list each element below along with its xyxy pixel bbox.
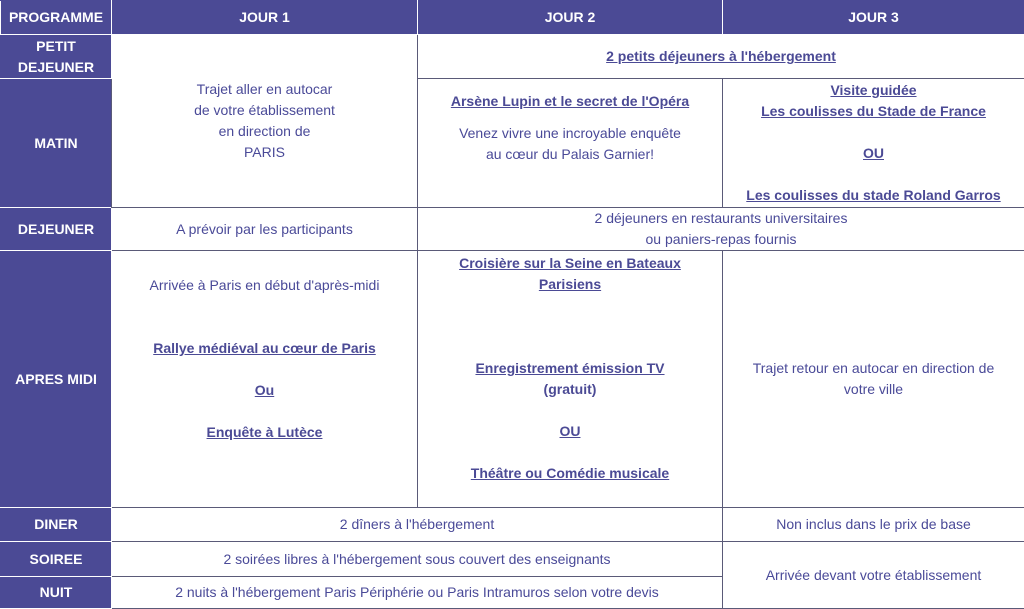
row-diner [1, 508, 1024, 542]
row-soiree [1, 542, 1024, 577]
text-line: Venez vivre une incroyable enquête [422, 123, 718, 144]
link-croisiere-seine-line2[interactable]: Parisiens [422, 274, 718, 295]
spacer [422, 442, 718, 463]
cell-petit-dejeuner-jour-2-3 [418, 35, 1024, 79]
text-line: Arrivée à Paris en début d'après-midi [116, 275, 413, 296]
link-croisiere-seine[interactable]: Croisière sur la Seine en Bateaux [422, 253, 718, 274]
spacer [727, 122, 1020, 143]
cell-matin-jour-1 [112, 35, 418, 208]
spacer [422, 295, 718, 358]
text-line: votre ville [727, 379, 1020, 400]
link-rallye-medieval[interactable]: Rallye médiéval au cœur de Paris [116, 338, 413, 359]
link-ou[interactable]: OU [727, 143, 1020, 164]
text-line: au cœur du Palais Garnier! [422, 144, 718, 165]
row-label-diner: DINER [1, 508, 112, 542]
cell-soiree-nuit-jour-3: Arrivée devant votre établissement [723, 542, 1024, 609]
row-label-matin: MATIN [1, 79, 112, 208]
cell-dejeuner-jour-2-3 [418, 208, 1024, 251]
spacer [422, 112, 718, 123]
cell-dejeuner-jour-1: A prévoir par les participants [112, 208, 418, 251]
cell-diner-jour-3: Non inclus dans le prix de base [723, 508, 1024, 542]
link-petits-dejeuners[interactable]: 2 petits déjeuners à l'hébergement [422, 46, 1020, 67]
text-line: en direction de [116, 121, 413, 142]
spacer [116, 401, 413, 422]
cell-nuit-jour-1-2: 2 nuits à l'hébergement Paris Périphérie ou Paris Intramuros selon votre devis [112, 577, 723, 609]
link-visite-guidee[interactable]: Visite guidée [727, 80, 1020, 101]
cell-apres-midi-jour-1 [112, 251, 418, 508]
header-jour-2: JOUR 2 [418, 1, 723, 35]
spacer [727, 164, 1020, 185]
cell-apres-midi-jour-2 [418, 251, 723, 508]
text-line: de votre établissement [116, 100, 413, 121]
row-label-dejeuner: DEJEUNER [1, 208, 112, 251]
cell-apres-midi-jour-3 [723, 251, 1024, 508]
text-line: Trajet retour en autocar en direction de [727, 358, 1020, 379]
text-gratuit: (gratuit) [422, 379, 718, 400]
link-stade-de-france[interactable]: Les coulisses du Stade de France [727, 101, 1020, 122]
header-jour-1: JOUR 1 [112, 1, 418, 35]
link-roland-garros[interactable]: Les coulisses du stade Roland Garros [727, 185, 1020, 206]
row-label-nuit: NUIT [1, 577, 112, 609]
text-line: 2 déjeuners en restaurants universitaires [422, 208, 1020, 229]
link-enquete-lutece[interactable]: Enquête à Lutèce [116, 422, 413, 443]
text-line: PARIS [116, 142, 413, 163]
row-apres-midi [1, 251, 1024, 508]
cell-soiree-jour-1-2: 2 soirées libres à l'hébergement sous couvert des enseignants [112, 542, 723, 577]
row-label-line: PETIT [5, 36, 107, 57]
link-theatre-comedie[interactable]: Théâtre ou Comédie musicale [422, 463, 718, 484]
link-ou[interactable]: OU [422, 421, 718, 442]
link-emission-tv[interactable]: Enregistrement émission TV [422, 358, 718, 379]
spacer [422, 400, 718, 421]
row-dejeuner [1, 208, 1024, 251]
header-row [1, 1, 1024, 35]
spacer [422, 81, 718, 91]
text-line: Trajet aller en autocar [116, 79, 413, 100]
header-programme: PROGRAMME [1, 1, 112, 35]
cell-diner-jour-1-2: 2 dîners à l'hébergement [112, 508, 723, 542]
link-arsene-lupin[interactable]: Arsène Lupin et le secret de l'Opéra [422, 91, 718, 112]
spacer [116, 296, 413, 338]
spacer [116, 359, 413, 380]
header-jour-3: JOUR 3 [723, 1, 1024, 35]
cell-matin-jour-2 [418, 79, 723, 208]
text-line: ou paniers-repas fournis [422, 229, 1020, 250]
row-label-line: DEJEUNER [5, 57, 107, 78]
row-label-petit-dejeuner [1, 35, 112, 79]
row-label-soiree: SOIREE [1, 542, 112, 577]
row-label-apres-midi: APRES MIDI [1, 251, 112, 508]
row-petit-dejeuner [1, 35, 1024, 79]
link-ou[interactable]: Ou [116, 380, 413, 401]
cell-matin-jour-3 [723, 79, 1024, 208]
spacer [116, 253, 413, 275]
